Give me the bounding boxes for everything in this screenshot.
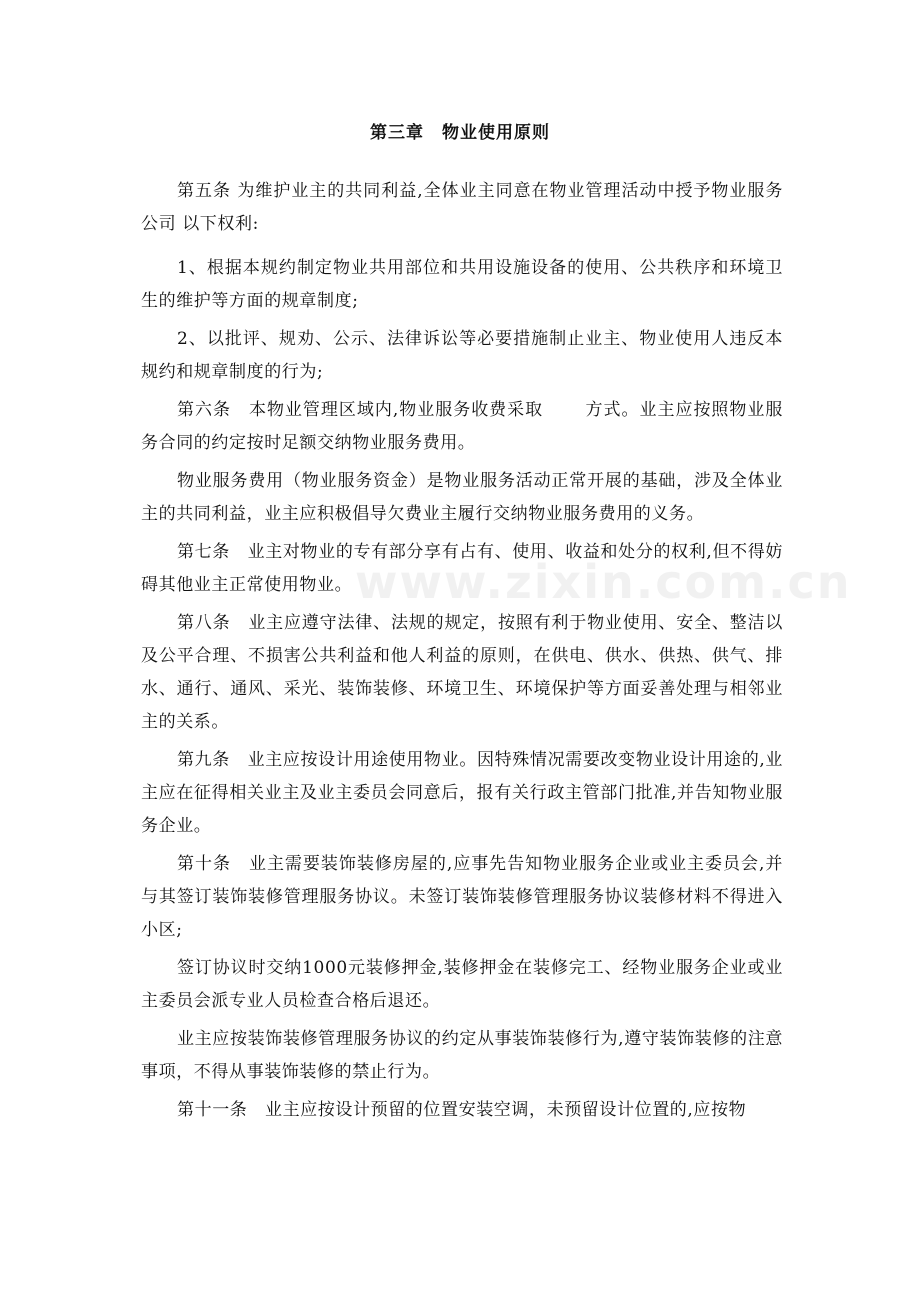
article-10-paragraph: 第十条 业主需要装饰装修房屋的,应事先告知物业服务企业或业主委员会,并与其签订装饰装修管理服务协议。未签订装饰装修管理服务协议装修材料不得进入小区; [141,854,783,940]
deposit-paragraph: 签订协议时交纳1000元装修押金,装修押金在装修完工、经物业服务企业或业主委员会派专业人员检查合格后退还。 [141,958,783,1011]
article-11-paragraph: 第十一条 业主应按设计预留的位置安装空调，未预留设计位置的,应按物 [177,1100,747,1120]
watermark: www.zixin.com.cn [355,555,852,609]
article-9-paragraph: 第九条 业主应按设计用途使用物业。因特殊情况需要改变物业设计用途的,业主应在征得相关业主及业主委员会同意后，报有关行政主管部门批准,并告知物业服务企业。 [141,750,783,836]
service-fee-paragraph: 物业服务费用（物业服务资金）是物业服务活动正常开展的基础，涉及全体业主的共同利益，业主应积极倡导欠费业主履行交纳物业服务费用的义务。 [141,471,783,524]
article-8-paragraph: 第八条 业主应遵守法律、法规的规定，按照有利于物业使用、安全、整洁以及公平合理、不损害公共利益和他人利益的原则，在供电、供水、供热、供气、排水、通行、通风、采光、装饰装修、环境卫生、环境保护等方面妥善处理与相邻业主的关系。 [141,613,783,732]
decoration-rules-paragraph: 业主应按装饰装修管理服务协议的约定从事装饰装修行为,遵守装饰装修的注意事项，不得从事装饰装修的禁止行为。 [141,1029,783,1082]
document-body [141,175,783,1132]
article-5-item-2: 2、以批评、规劝、公示、法律诉讼等必要措施制止业主、物业使用人违反本规约和规章制度的行为; [141,329,783,382]
article-7-paragraph: 第七条 业主对物业的专有部分享有占有、使用、收益和处分的权利,但不得妨碍其他业主正常使用物业。 [141,542,783,595]
article-6-paragraph: 第六条 本物业管理区域内,物业服务收费采取 方式。业主应按照物业服务合同的约定按时足额交纳物业服务费用。 [141,400,783,453]
article-5-paragraph: 第五条 为维护业主的共同利益,全体业主同意在物业管理活动中授予物业服务公司 以下权利: [141,181,783,234]
article-5-item-1: 1、根据本规约制定物业共用部位和共用设施设备的使用、公共秩序和环境卫生的维护等方面的规章制度; [141,258,783,311]
chapter-title: 第三章 物业使用原则 [370,123,550,143]
